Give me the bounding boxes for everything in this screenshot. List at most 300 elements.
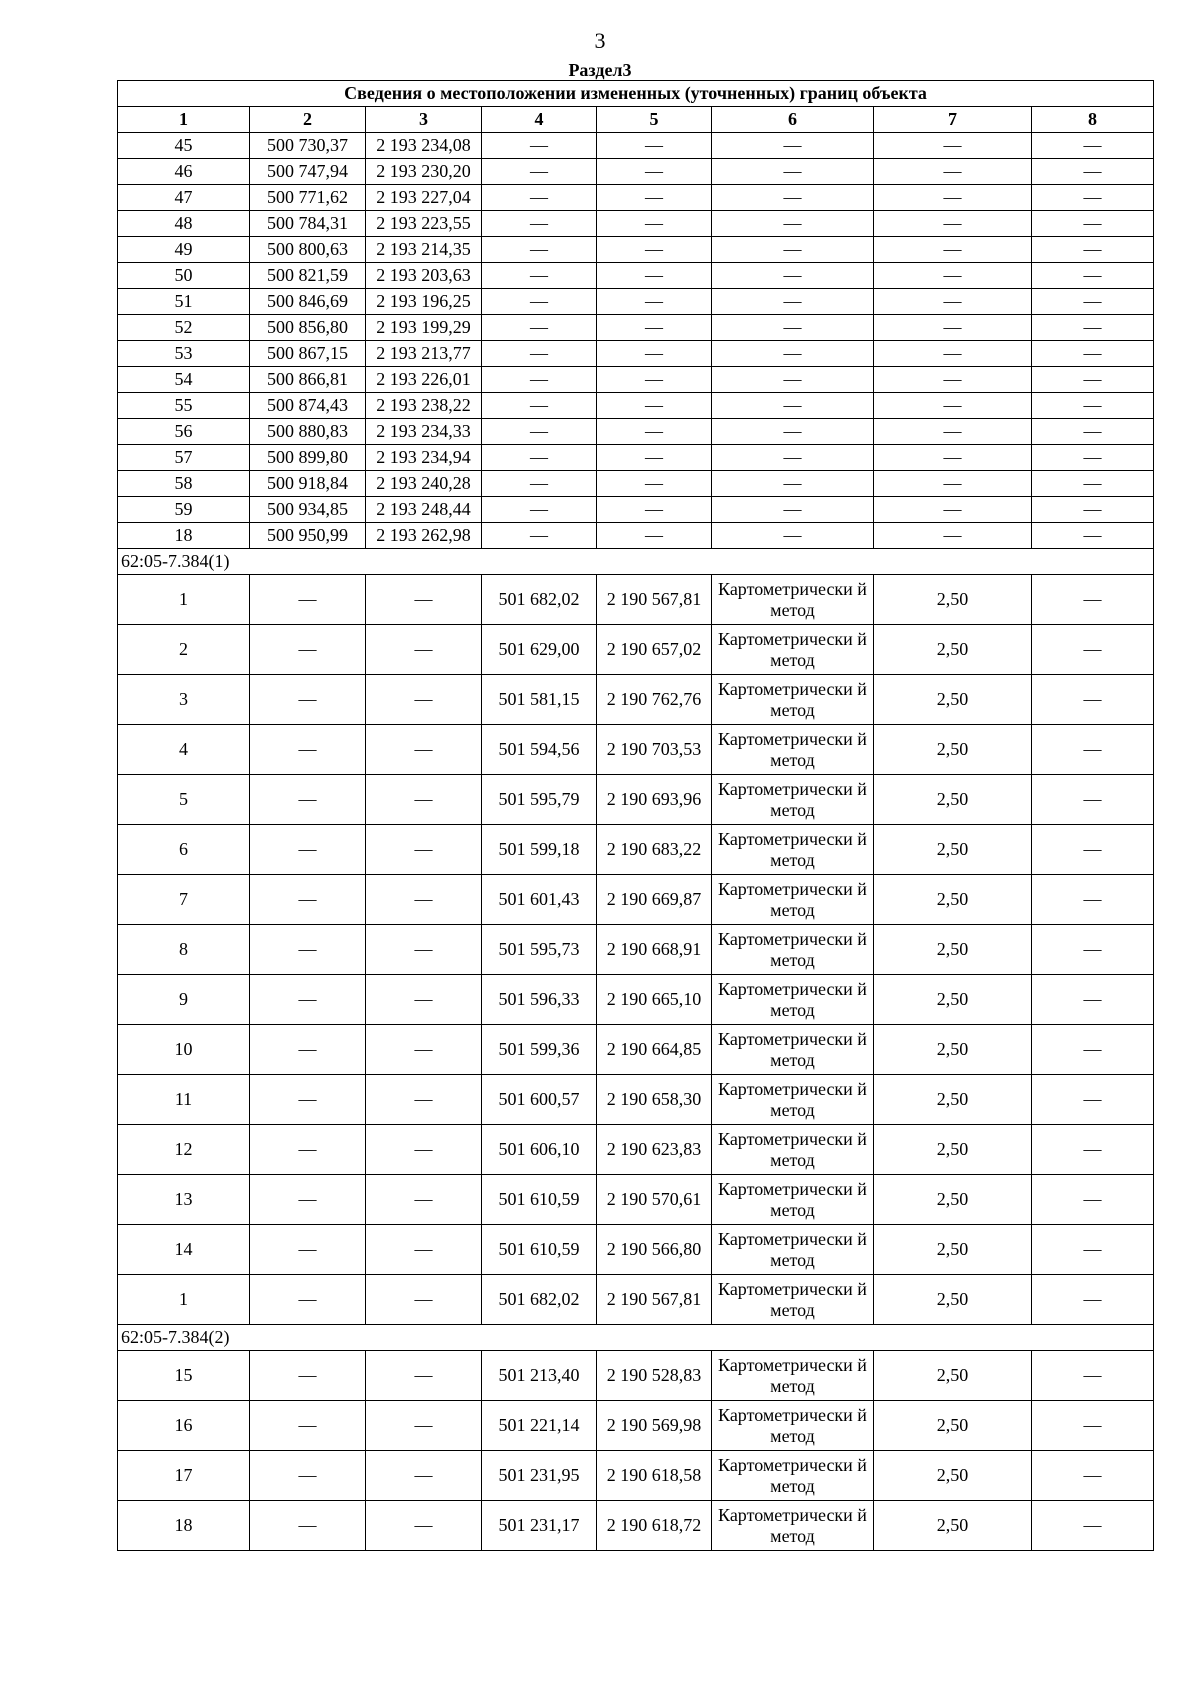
column-header: 4 — [482, 107, 597, 133]
accuracy-cell: 2,50 — [874, 1025, 1032, 1075]
method-cell: — — [712, 471, 874, 497]
y-new-cell: — — [597, 133, 712, 159]
table-row — [118, 975, 1154, 1025]
description-cell: — — [1032, 1351, 1154, 1401]
description-cell: — — [1032, 875, 1154, 925]
method-cell: Картометрически й метод — [712, 775, 874, 825]
y-old-cell: — — [366, 1351, 482, 1401]
accuracy-cell: 2,50 — [874, 575, 1032, 625]
point-number-cell: 8 — [118, 925, 250, 975]
description-cell: — — [1032, 185, 1154, 211]
y-old-cell: 2 193 238,22 — [366, 393, 482, 419]
y-old-cell: 2 193 234,08 — [366, 133, 482, 159]
point-number-cell: 11 — [118, 1075, 250, 1125]
y-new-cell: — — [597, 159, 712, 185]
method-cell: Картометрически й метод — [712, 1351, 874, 1401]
y-new-cell: — — [597, 367, 712, 393]
point-number-cell: 4 — [118, 725, 250, 775]
x-new-cell: 501 610,59 — [482, 1225, 597, 1275]
table-row — [118, 419, 1154, 445]
table-row — [118, 775, 1154, 825]
y-new-cell: — — [597, 497, 712, 523]
x-new-cell: — — [482, 471, 597, 497]
point-number-cell: 3 — [118, 675, 250, 725]
description-cell: — — [1032, 1401, 1154, 1451]
x-new-cell: — — [482, 263, 597, 289]
y-new-cell: — — [597, 445, 712, 471]
point-number-cell: 59 — [118, 497, 250, 523]
y-new-cell: 2 190 567,81 — [597, 575, 712, 625]
y-new-cell: — — [597, 393, 712, 419]
x-new-cell: 501 594,56 — [482, 725, 597, 775]
table-row — [118, 341, 1154, 367]
x-old-cell: 500 784,31 — [250, 211, 366, 237]
method-cell: Картометрически й метод — [712, 575, 874, 625]
table-row — [118, 1451, 1154, 1501]
x-new-cell: 501 596,33 — [482, 975, 597, 1025]
table-caption: Сведения о местоположении измененных (уточненных) границ объекта — [118, 81, 1154, 107]
description-cell: — — [1032, 575, 1154, 625]
point-number-cell: 49 — [118, 237, 250, 263]
x-old-cell: 500 771,62 — [250, 185, 366, 211]
method-cell: — — [712, 315, 874, 341]
method-cell: Картометрически й метод — [712, 725, 874, 775]
description-cell: — — [1032, 1501, 1154, 1551]
description-cell: — — [1032, 675, 1154, 725]
y-new-cell: 2 190 528,83 — [597, 1351, 712, 1401]
y-old-cell: — — [366, 1175, 482, 1225]
description-cell: — — [1032, 1075, 1154, 1125]
x-old-cell: 500 747,94 — [250, 159, 366, 185]
x-new-cell: — — [482, 419, 597, 445]
x-old-cell: 500 950,99 — [250, 523, 366, 549]
table-row — [118, 1075, 1154, 1125]
point-number-cell: 17 — [118, 1451, 250, 1501]
description-cell: — — [1032, 1025, 1154, 1075]
method-cell: Картометрически й метод — [712, 1125, 874, 1175]
method-cell: Картометрически й метод — [712, 625, 874, 675]
x-new-cell: — — [482, 497, 597, 523]
accuracy-cell: 2,50 — [874, 675, 1032, 725]
description-cell: — — [1032, 367, 1154, 393]
x-new-cell: 501 629,00 — [482, 625, 597, 675]
point-number-cell: 52 — [118, 315, 250, 341]
method-cell: Картометрически й метод — [712, 1075, 874, 1125]
point-number-cell: 2 — [118, 625, 250, 675]
column-header: 5 — [597, 107, 712, 133]
y-old-cell: — — [366, 1025, 482, 1075]
y-old-cell: 2 193 248,44 — [366, 497, 482, 523]
x-new-cell: 501 221,14 — [482, 1401, 597, 1451]
x-new-cell: 501 610,59 — [482, 1175, 597, 1225]
x-old-cell: — — [250, 925, 366, 975]
column-header: 8 — [1032, 107, 1154, 133]
method-cell: — — [712, 419, 874, 445]
accuracy-cell: 2,50 — [874, 1225, 1032, 1275]
y-new-cell: 2 190 658,30 — [597, 1075, 712, 1125]
table-row — [118, 825, 1154, 875]
x-old-cell: — — [250, 1125, 366, 1175]
x-old-cell: 500 846,69 — [250, 289, 366, 315]
x-old-cell: — — [250, 725, 366, 775]
column-header: 3 — [366, 107, 482, 133]
x-old-cell: 500 821,59 — [250, 263, 366, 289]
point-number-cell: 6 — [118, 825, 250, 875]
y-new-cell: 2 190 569,98 — [597, 1401, 712, 1451]
column-header: 1 — [118, 107, 250, 133]
point-number-cell: 1 — [118, 575, 250, 625]
y-old-cell: — — [366, 675, 482, 725]
description-cell: — — [1032, 775, 1154, 825]
point-number-cell: 18 — [118, 523, 250, 549]
y-old-cell: — — [366, 825, 482, 875]
table-row — [118, 289, 1154, 315]
table-row — [118, 575, 1154, 625]
accuracy-cell: 2,50 — [874, 1175, 1032, 1225]
description-cell: — — [1032, 725, 1154, 775]
x-new-cell: — — [482, 315, 597, 341]
x-old-cell: — — [250, 1025, 366, 1075]
y-new-cell: 2 190 657,02 — [597, 625, 712, 675]
table-row — [118, 925, 1154, 975]
method-cell: Картометрически й метод — [712, 675, 874, 725]
table-row — [118, 393, 1154, 419]
accuracy-cell: 2,50 — [874, 1401, 1032, 1451]
y-old-cell: 2 193 230,20 — [366, 159, 482, 185]
y-new-cell: 2 190 683,22 — [597, 825, 712, 875]
x-old-cell: — — [250, 1175, 366, 1225]
x-new-cell: 501 231,95 — [482, 1451, 597, 1501]
table-row — [118, 1401, 1154, 1451]
point-number-cell: 16 — [118, 1401, 250, 1451]
y-new-cell: — — [597, 419, 712, 445]
point-number-cell: 12 — [118, 1125, 250, 1175]
x-old-cell: 500 934,85 — [250, 497, 366, 523]
y-new-cell: — — [597, 237, 712, 263]
y-new-cell: — — [597, 471, 712, 497]
point-number-cell: 15 — [118, 1351, 250, 1401]
table-row — [118, 1225, 1154, 1275]
method-cell: — — [712, 497, 874, 523]
x-old-cell: 500 899,80 — [250, 445, 366, 471]
description-cell: — — [1032, 1275, 1154, 1325]
x-new-cell: 501 213,40 — [482, 1351, 597, 1401]
point-number-cell: 7 — [118, 875, 250, 925]
method-cell: Картометрически й метод — [712, 1025, 874, 1075]
y-new-cell: 2 190 693,96 — [597, 775, 712, 825]
x-new-cell: 501 600,57 — [482, 1075, 597, 1125]
column-header: 6 — [712, 107, 874, 133]
method-cell: — — [712, 185, 874, 211]
description-cell: — — [1032, 133, 1154, 159]
x-new-cell: — — [482, 237, 597, 263]
x-old-cell: — — [250, 575, 366, 625]
x-old-cell: — — [250, 825, 366, 875]
method-cell: Картометрически й метод — [712, 1501, 874, 1551]
accuracy-cell: — — [874, 471, 1032, 497]
table-row — [118, 367, 1154, 393]
x-new-cell: — — [482, 367, 597, 393]
y-old-cell: — — [366, 775, 482, 825]
method-cell: Картометрически й метод — [712, 925, 874, 975]
y-new-cell: 2 190 618,72 — [597, 1501, 712, 1551]
accuracy-cell: 2,50 — [874, 1075, 1032, 1125]
x-old-cell: — — [250, 1075, 366, 1125]
table-row — [118, 159, 1154, 185]
accuracy-cell: — — [874, 133, 1032, 159]
y-old-cell: — — [366, 1275, 482, 1325]
y-new-cell: — — [597, 263, 712, 289]
x-new-cell: 501 599,18 — [482, 825, 597, 875]
accuracy-cell: — — [874, 289, 1032, 315]
x-new-cell: — — [482, 523, 597, 549]
description-cell: — — [1032, 1225, 1154, 1275]
point-number-cell: 51 — [118, 289, 250, 315]
point-number-cell: 58 — [118, 471, 250, 497]
table-row — [118, 1025, 1154, 1075]
y-new-cell: 2 190 703,53 — [597, 725, 712, 775]
y-old-cell: — — [366, 925, 482, 975]
y-old-cell: — — [366, 1501, 482, 1551]
description-cell: — — [1032, 445, 1154, 471]
method-cell: Картометрически й метод — [712, 1401, 874, 1451]
y-old-cell: 2 193 234,33 — [366, 419, 482, 445]
y-new-cell: — — [597, 341, 712, 367]
x-old-cell: — — [250, 975, 366, 1025]
method-cell: — — [712, 289, 874, 315]
accuracy-cell: — — [874, 523, 1032, 549]
point-number-cell: 46 — [118, 159, 250, 185]
method-cell: Картометрически й метод — [712, 975, 874, 1025]
x-new-cell: 501 601,43 — [482, 875, 597, 925]
accuracy-cell: 2,50 — [874, 775, 1032, 825]
y-old-cell: 2 193 262,98 — [366, 523, 482, 549]
x-old-cell: — — [250, 675, 366, 725]
y-new-cell: 2 190 567,81 — [597, 1275, 712, 1325]
description-cell: — — [1032, 925, 1154, 975]
table-row — [118, 1351, 1154, 1401]
x-new-cell: 501 581,15 — [482, 675, 597, 725]
description-cell: — — [1032, 471, 1154, 497]
point-number-cell: 5 — [118, 775, 250, 825]
x-old-cell: — — [250, 1501, 366, 1551]
accuracy-cell: 2,50 — [874, 1275, 1032, 1325]
point-number-cell: 56 — [118, 419, 250, 445]
x-new-cell: 501 595,73 — [482, 925, 597, 975]
x-old-cell: — — [250, 1401, 366, 1451]
table-row — [118, 237, 1154, 263]
x-new-cell: — — [482, 445, 597, 471]
x-new-cell: 501 595,79 — [482, 775, 597, 825]
section-title: Раздел3 — [568, 60, 632, 80]
point-number-cell: 55 — [118, 393, 250, 419]
accuracy-cell: — — [874, 185, 1032, 211]
y-old-cell: — — [366, 1401, 482, 1451]
x-new-cell: — — [482, 341, 597, 367]
accuracy-cell: — — [874, 211, 1032, 237]
table-row — [118, 725, 1154, 775]
accuracy-cell: 2,50 — [874, 725, 1032, 775]
x-new-cell: — — [482, 185, 597, 211]
description-cell: — — [1032, 497, 1154, 523]
y-new-cell: 2 190 665,10 — [597, 975, 712, 1025]
point-number-cell: 13 — [118, 1175, 250, 1225]
y-new-cell: — — [597, 523, 712, 549]
method-cell: Картометрически й метод — [712, 825, 874, 875]
x-old-cell: 500 880,83 — [250, 419, 366, 445]
accuracy-cell: 2,50 — [874, 825, 1032, 875]
point-number-cell: 48 — [118, 211, 250, 237]
x-old-cell: — — [250, 1225, 366, 1275]
x-new-cell: 501 682,02 — [482, 1275, 597, 1325]
accuracy-cell: — — [874, 341, 1032, 367]
method-cell: Картометрически й метод — [712, 1175, 874, 1225]
accuracy-cell: — — [874, 445, 1032, 471]
method-cell: — — [712, 341, 874, 367]
description-cell: — — [1032, 289, 1154, 315]
x-new-cell: — — [482, 211, 597, 237]
table-body — [118, 81, 1154, 1551]
y-new-cell: 2 190 762,76 — [597, 675, 712, 725]
x-new-cell: 501 606,10 — [482, 1125, 597, 1175]
x-old-cell: — — [250, 775, 366, 825]
y-old-cell: 2 193 203,63 — [366, 263, 482, 289]
method-cell: Картометрически й метод — [712, 1275, 874, 1325]
description-cell: — — [1032, 159, 1154, 185]
table-row — [118, 1275, 1154, 1325]
y-new-cell: 2 190 668,91 — [597, 925, 712, 975]
y-old-cell: 2 193 199,29 — [366, 315, 482, 341]
y-old-cell: — — [366, 1451, 482, 1501]
method-cell: — — [712, 367, 874, 393]
point-number-cell: 45 — [118, 133, 250, 159]
table-row — [118, 185, 1154, 211]
y-old-cell: — — [366, 575, 482, 625]
y-old-cell: 2 193 196,25 — [366, 289, 482, 315]
accuracy-cell: 2,50 — [874, 1451, 1032, 1501]
column-header-row — [118, 107, 1154, 133]
table-row — [118, 263, 1154, 289]
accuracy-cell: — — [874, 393, 1032, 419]
point-number-cell: 53 — [118, 341, 250, 367]
table-row — [118, 523, 1154, 549]
column-header: 2 — [250, 107, 366, 133]
description-cell: — — [1032, 211, 1154, 237]
y-old-cell: — — [366, 725, 482, 775]
y-old-cell: — — [366, 875, 482, 925]
description-cell: — — [1032, 1125, 1154, 1175]
x-new-cell: 501 599,36 — [482, 1025, 597, 1075]
accuracy-cell: 2,50 — [874, 625, 1032, 675]
x-new-cell: 501 682,02 — [482, 575, 597, 625]
y-old-cell: — — [366, 1125, 482, 1175]
x-old-cell: 500 867,15 — [250, 341, 366, 367]
accuracy-cell: 2,50 — [874, 1501, 1032, 1551]
y-new-cell: — — [597, 211, 712, 237]
table-row — [118, 445, 1154, 471]
description-cell: — — [1032, 237, 1154, 263]
y-old-cell: 2 193 214,35 — [366, 237, 482, 263]
method-cell: — — [712, 523, 874, 549]
description-cell: — — [1032, 975, 1154, 1025]
accuracy-cell: 2,50 — [874, 1351, 1032, 1401]
method-cell: Картометрически й метод — [712, 1225, 874, 1275]
accuracy-cell: — — [874, 237, 1032, 263]
table-row — [118, 1501, 1154, 1551]
x-old-cell: 500 866,81 — [250, 367, 366, 393]
y-new-cell: — — [597, 185, 712, 211]
x-old-cell: — — [250, 1275, 366, 1325]
y-new-cell: 2 190 570,61 — [597, 1175, 712, 1225]
description-cell: — — [1032, 625, 1154, 675]
method-cell: — — [712, 211, 874, 237]
description-cell: — — [1032, 263, 1154, 289]
method-cell: — — [712, 393, 874, 419]
accuracy-cell: — — [874, 159, 1032, 185]
table-row — [118, 315, 1154, 341]
method-cell: — — [712, 133, 874, 159]
point-number-cell: 50 — [118, 263, 250, 289]
description-cell: — — [1032, 825, 1154, 875]
description-cell: — — [1032, 315, 1154, 341]
x-new-cell: 501 231,17 — [482, 1501, 597, 1551]
description-cell: — — [1032, 523, 1154, 549]
y-old-cell: 2 193 213,77 — [366, 341, 482, 367]
x-new-cell: — — [482, 133, 597, 159]
parcel-group-row — [118, 1325, 1154, 1351]
method-cell: — — [712, 445, 874, 471]
description-cell: — — [1032, 1175, 1154, 1225]
x-old-cell: 500 800,63 — [250, 237, 366, 263]
parcel-group-label: 62:05-7.384(1) — [118, 549, 1154, 575]
point-number-cell: 10 — [118, 1025, 250, 1075]
x-new-cell: — — [482, 393, 597, 419]
y-new-cell: 2 190 669,87 — [597, 875, 712, 925]
method-cell: — — [712, 263, 874, 289]
method-cell: Картометрически й метод — [712, 875, 874, 925]
x-new-cell: — — [482, 159, 597, 185]
table-row — [118, 471, 1154, 497]
accuracy-cell: 2,50 — [874, 975, 1032, 1025]
x-old-cell: — — [250, 625, 366, 675]
y-new-cell: — — [597, 315, 712, 341]
table-row — [118, 211, 1154, 237]
point-number-cell: 18 — [118, 1501, 250, 1551]
x-old-cell: 500 730,37 — [250, 133, 366, 159]
parcel-group-label: 62:05-7.384(2) — [118, 1325, 1154, 1351]
point-number-cell: 1 — [118, 1275, 250, 1325]
y-new-cell: 2 190 664,85 — [597, 1025, 712, 1075]
y-old-cell: 2 193 226,01 — [366, 367, 482, 393]
y-old-cell: — — [366, 1075, 482, 1125]
page-number: 3 — [594, 28, 606, 53]
y-new-cell: 2 190 566,80 — [597, 1225, 712, 1275]
table-row — [118, 625, 1154, 675]
x-old-cell: — — [250, 875, 366, 925]
x-old-cell: — — [250, 1451, 366, 1501]
y-old-cell: 2 193 234,94 — [366, 445, 482, 471]
table-row — [118, 1175, 1154, 1225]
description-cell: — — [1032, 393, 1154, 419]
boundary-coordinates-table — [117, 80, 1154, 1551]
y-new-cell: — — [597, 289, 712, 315]
table-caption-row — [118, 81, 1154, 107]
x-old-cell: 500 918,84 — [250, 471, 366, 497]
point-number-cell: 9 — [118, 975, 250, 1025]
description-cell: — — [1032, 1451, 1154, 1501]
description-cell: — — [1032, 341, 1154, 367]
column-header: 7 — [874, 107, 1032, 133]
